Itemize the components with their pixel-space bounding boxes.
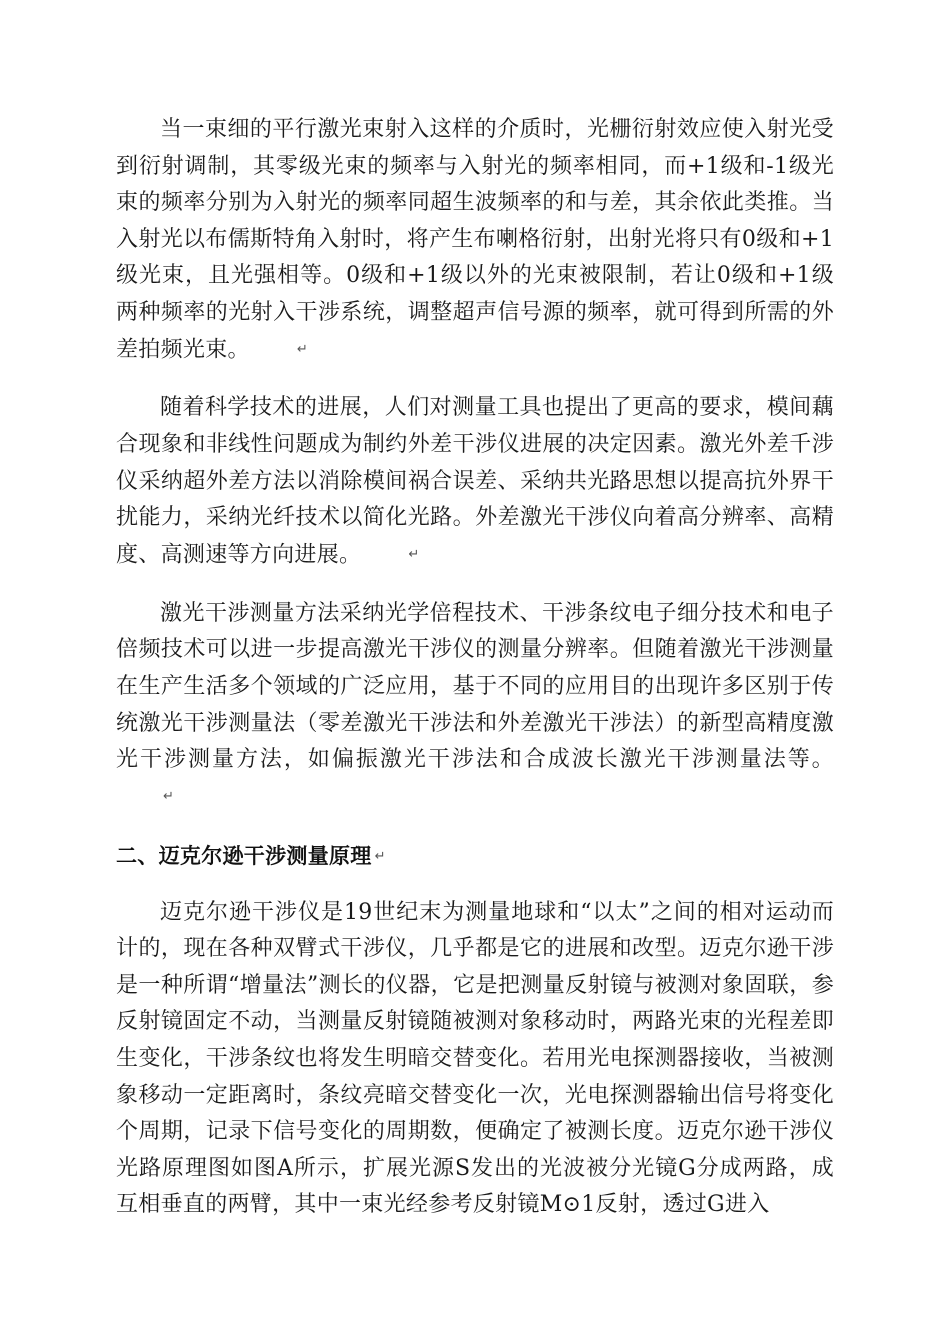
section-heading bbox=[116, 838, 834, 875]
section-heading-text: 二、迈克尔逊干涉测量原理 bbox=[116, 843, 372, 868]
paragraph-mark-icon: ↵ bbox=[408, 546, 420, 562]
paragraph-mark-icon: ↵ bbox=[296, 341, 309, 357]
paragraph-heterodyne-progress bbox=[116, 390, 834, 573]
paragraph-text: 当一束细的平行激光束射入这样的介质时，光栅衍射效应使入射光受到衍射调制，其零级光束的频率与入射光的频率相同，而+1级和-1级光束的频率分别为入射光的频率同超生波频率的和与差，其余依此类推。当入射光以布儒斯特角入射时，将产生布喇格衍射，出射光将只有0级和+1级光束，且光强相等。0级和+1级以外的光束被限制，若让0级和+1级两种频率的光射入干涉系统，调整超声信号源的频率，就可得到所需的外差拍频光束。 bbox=[116, 117, 834, 362]
paragraph-interferometry-methods bbox=[116, 596, 834, 816]
paragraph-text: 随着科学技术的进展，人们对测量工具也提出了更高的要求，模间藕合现象和非线性问题成为制约外差干涉仪进展的决定因素。激光外差千涉仪采纳超外差方法以消除模间祸合误差、采纳共光路思想以提高抗外界干扰能力，采纳光纤技术以简化光路。外差激光干涉仪向着高分辨率、高精度、高测速等方向进展。 bbox=[116, 395, 834, 568]
paragraph-text: 激光干涉测量方法采纳光学倍程技术、干涉条纹电子细分技术和电子倍频技术可以进一步提高激光干涉仪的测量分辨率。但随着激光干涉测量在生产生活多个领域的广泛应用，基于不同的应用目的出现许多区别于传统激光干涉测量法（零差激光干涉法和外差激光干涉法）的新型高精度激光干涉测量方法，如偏振激光干涉法和合成波长激光干涉测量法等。 bbox=[116, 600, 834, 773]
paragraph-acousto-optic-diffraction bbox=[116, 112, 834, 368]
paragraph-mark-icon: ↵ bbox=[374, 848, 386, 864]
paragraph-mark-icon: ↵ bbox=[163, 788, 175, 804]
document-body bbox=[116, 112, 834, 1224]
paragraph-text: 迈克尔逊干涉仪是19世纪末为测量地球和“以太”之间的相对运动而计的，现在各种双臂式干涉仪，几乎都是它的进展和改型。迈克尔逊干涉是一种所谓“增量法”测长的仪器，它是把测量反射镜与被测对象固联，参反射镜固定不动，当测量反射镜随被测对象移动时，两路光束的光程差即生变化，干涉条纹也将发生明暗交替变化。若用光电探测器接收，当被测象移动一定距离时，条纹亮暗交替变化一次，光电探测器输出信号将变化个周期，记录下信号变化的周期数，便确定了被测长度。迈克尔逊干涉仪光路原理图如图A所示，扩展光源S发出的光波被分光镜G分成两路，成互相垂直的两臂，其中一束光经参考反射镜M⊙1反射，透过G进入 bbox=[116, 899, 834, 1218]
paragraph-michelson-principle bbox=[116, 895, 834, 1224]
